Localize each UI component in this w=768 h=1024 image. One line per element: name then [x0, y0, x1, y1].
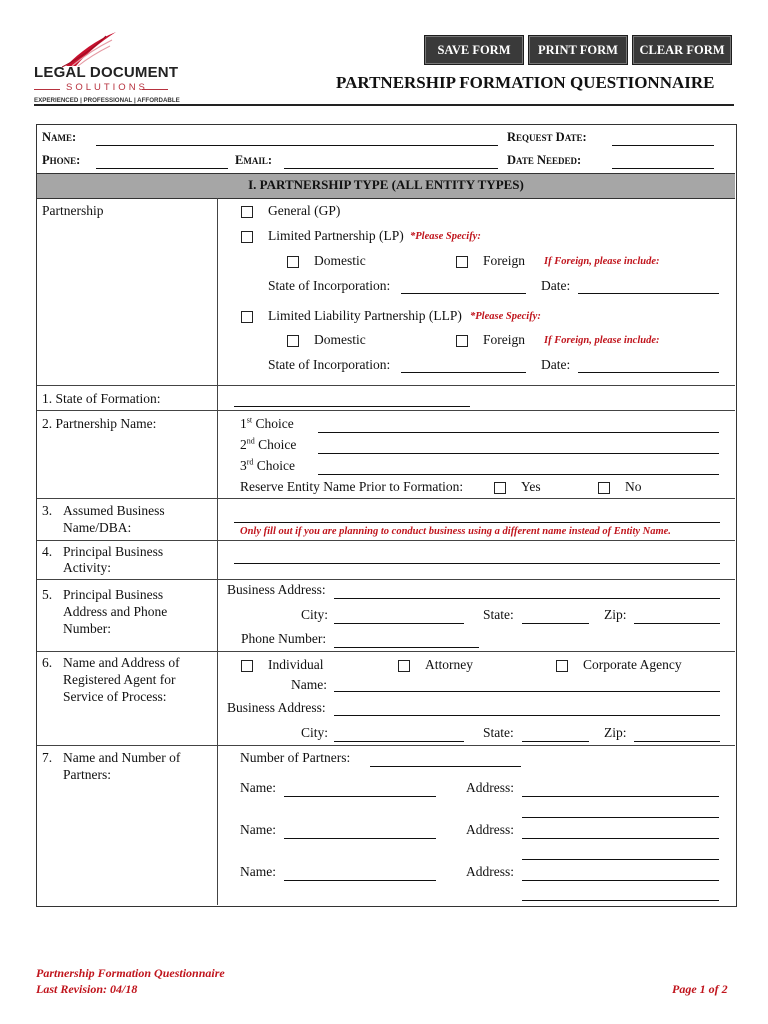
logo-tagline: EXPERIENCED | PROFESSIONAL | AFFORDABLE	[34, 97, 180, 104]
business-activity-field[interactable]	[234, 563, 720, 564]
agent-individual-checkbox[interactable]	[241, 660, 253, 672]
q6-city-field[interactable]	[334, 741, 464, 742]
agent-corporate-label: Corporate Agency	[583, 657, 682, 672]
llp-domestic-checkbox[interactable]	[287, 335, 299, 347]
llp-checkbox[interactable]	[241, 311, 253, 323]
logo-brand: LEGAL DOCUMENT	[34, 64, 179, 81]
q7-num: 7.	[42, 750, 53, 765]
llp-state-inc-field[interactable]	[401, 372, 526, 373]
q6-state-field[interactable]	[522, 741, 589, 742]
q6-num: 6.	[42, 655, 53, 670]
lp-label: Limited Partnership (LP)	[268, 228, 404, 243]
print-form-button[interactable]: PRINT FORM	[528, 35, 628, 65]
dba-field[interactable]	[234, 522, 720, 523]
partner1-name-label: Name:	[240, 780, 276, 795]
agent-attorney-checkbox[interactable]	[398, 660, 410, 672]
reserve-no-checkbox[interactable]	[598, 482, 610, 494]
third-choice-label: 3rd Choice	[240, 457, 296, 473]
llp-domestic-label: Domestic	[314, 332, 366, 347]
q5-zip-field[interactable]	[634, 623, 720, 624]
q6-name-field[interactable]	[334, 691, 720, 692]
partner3-address-field-2[interactable]	[522, 900, 719, 901]
dba-note: Only fill out if you are planning to conduct business using a different name instead of Entity Name.	[240, 526, 671, 537]
reserve-yes-label: Yes	[521, 479, 541, 494]
partner1-address-field-2[interactable]	[522, 817, 719, 818]
lp-foreign-label: Foreign	[483, 253, 525, 268]
q6-label-line1: Name and Address of	[63, 655, 180, 670]
partner2-address-field[interactable]	[522, 838, 719, 839]
title-rule	[34, 104, 734, 106]
q5-state-field[interactable]	[522, 623, 589, 624]
number-of-partners-label: Number of Partners:	[240, 750, 351, 765]
llp-foreign-label: Foreign	[483, 332, 525, 347]
request-date-label: Request Date:	[507, 130, 587, 144]
q6-state-label: State:	[483, 725, 514, 740]
first-choice-field[interactable]	[318, 432, 719, 433]
phone-label: Phone:	[42, 153, 81, 167]
partner3-address-label: Address:	[466, 864, 514, 879]
lp-state-inc-label: State of Incorporation:	[268, 278, 391, 293]
general-gp-label: General (GP)	[268, 203, 341, 218]
q6-label-line2: Registered Agent for	[63, 672, 176, 687]
q5-label-line2: Address and Phone	[63, 604, 168, 619]
email-label: Email:	[235, 153, 272, 167]
name-field[interactable]	[96, 145, 498, 146]
save-form-button[interactable]: SAVE FORM	[424, 35, 524, 65]
llp-please-specify: *Please Specify:	[470, 311, 541, 322]
llp-date-field[interactable]	[578, 372, 719, 373]
third-choice-field[interactable]	[318, 474, 719, 475]
section-partnership-type-title: I. PARTNERSHIP TYPE (ALL ENTITY TYPES)	[248, 177, 524, 192]
first-choice-label: 1st Choice	[240, 415, 294, 431]
date-needed-field[interactable]	[612, 168, 714, 169]
email-field[interactable]	[284, 168, 498, 169]
partner1-address-label: Address:	[466, 780, 514, 795]
lp-date-field[interactable]	[578, 293, 719, 294]
q6-name-label: Name:	[291, 677, 327, 692]
reserve-yes-checkbox[interactable]	[494, 482, 506, 494]
q5-business-address-field[interactable]	[334, 598, 720, 599]
q4-label-line1: Principal Business	[63, 544, 164, 559]
partnership-label: Partnership	[42, 203, 104, 218]
partner2-name-field[interactable]	[284, 838, 436, 839]
partner3-name-label: Name:	[240, 864, 276, 879]
lp-foreign-checkbox[interactable]	[456, 256, 468, 268]
llp-state-inc-label: State of Incorporation:	[268, 357, 391, 372]
general-gp-checkbox[interactable]	[241, 206, 253, 218]
q5-city-label: City:	[301, 607, 329, 622]
q6-business-address-label: Business Address:	[227, 700, 326, 715]
agent-corporate-checkbox[interactable]	[556, 660, 568, 672]
q4-num: 4.	[42, 544, 53, 559]
agent-individual-label: Individual	[268, 657, 324, 672]
q7-label-line1: Name and Number of	[63, 750, 181, 765]
footer-doc-title: Partnership Formation Questionnaire	[36, 966, 225, 980]
column-divider	[217, 198, 218, 905]
q5-label-line3: Number:	[63, 621, 111, 636]
q2-partnership-name-label: 2. Partnership Name:	[42, 416, 157, 431]
q5-phone-number-field[interactable]	[334, 647, 479, 648]
q6-zip-field[interactable]	[634, 741, 720, 742]
state-of-formation-field[interactable]	[234, 406, 470, 407]
llp-label: Limited Liability Partnership (LLP)	[268, 308, 462, 323]
q6-zip-label: Zip:	[604, 725, 627, 740]
lp-if-foreign-note: If Foreign, please include:	[544, 256, 660, 267]
logo-solutions: SOLUTIONS	[66, 82, 148, 93]
lp-domestic-label: Domestic	[314, 253, 366, 268]
second-choice-field[interactable]	[318, 453, 719, 454]
lp-checkbox[interactable]	[241, 231, 253, 243]
clear-form-button[interactable]: CLEAR FORM	[632, 35, 732, 65]
lp-date-label: Date:	[541, 278, 571, 293]
q3-label-line2: Name/DBA:	[63, 520, 132, 535]
lp-state-inc-field[interactable]	[401, 293, 526, 294]
q1-state-of-formation-label: 1. State of Formation:	[42, 391, 161, 406]
q6-city-label: City:	[301, 725, 329, 740]
reserve-no-label: No	[625, 479, 642, 494]
footer-revision: Last Revision: 04/18	[36, 982, 138, 996]
llp-if-foreign-note: If Foreign, please include:	[544, 335, 660, 346]
q7-label-line2: Partners:	[63, 767, 111, 782]
partner1-name-field[interactable]	[284, 796, 436, 797]
lp-please-specify: *Please Specify:	[410, 231, 481, 242]
reserve-name-label: Reserve Entity Name Prior to Formation:	[240, 479, 464, 494]
q4-label-line2: Activity:	[63, 560, 111, 575]
llp-foreign-checkbox[interactable]	[456, 335, 468, 347]
q6-business-address-field[interactable]	[334, 715, 720, 716]
page-title: PARTNERSHIP FORMATION QUESTIONNAIRE	[336, 73, 715, 92]
q5-business-address-label: Business Address:	[227, 582, 326, 597]
phone-field[interactable]	[96, 168, 228, 169]
q5-zip-label: Zip:	[604, 607, 627, 622]
request-date-field[interactable]	[612, 145, 714, 146]
partner2-name-label: Name:	[240, 822, 276, 837]
q5-label-line1: Principal Business	[63, 587, 164, 602]
q5-state-label: State:	[483, 607, 514, 622]
logo-swoosh-icon	[62, 30, 118, 68]
partner3-name-field[interactable]	[284, 880, 436, 881]
partner1-address-field[interactable]	[522, 796, 719, 797]
partner2-address-label: Address:	[466, 822, 514, 837]
number-of-partners-field[interactable]	[370, 766, 521, 767]
partner3-address-field[interactable]	[522, 880, 719, 881]
q3-num: 3.	[42, 503, 53, 518]
q5-city-field[interactable]	[334, 623, 464, 624]
partner2-address-field-2[interactable]	[522, 859, 719, 860]
q3-label-line1: Assumed Business	[63, 503, 165, 518]
q5-num: 5.	[42, 587, 53, 602]
llp-date-label: Date:	[541, 357, 571, 372]
agent-attorney-label: Attorney	[425, 657, 473, 672]
footer-page-number: Page 1 of 2	[672, 982, 728, 996]
date-needed-label: Date Needed:	[507, 153, 582, 167]
second-choice-label: 2nd Choice	[240, 436, 297, 452]
q5-phone-number-label: Phone Number:	[241, 631, 327, 646]
q6-label-line3: Service of Process:	[63, 689, 167, 704]
lp-domestic-checkbox[interactable]	[287, 256, 299, 268]
name-label: Name:	[42, 130, 77, 144]
